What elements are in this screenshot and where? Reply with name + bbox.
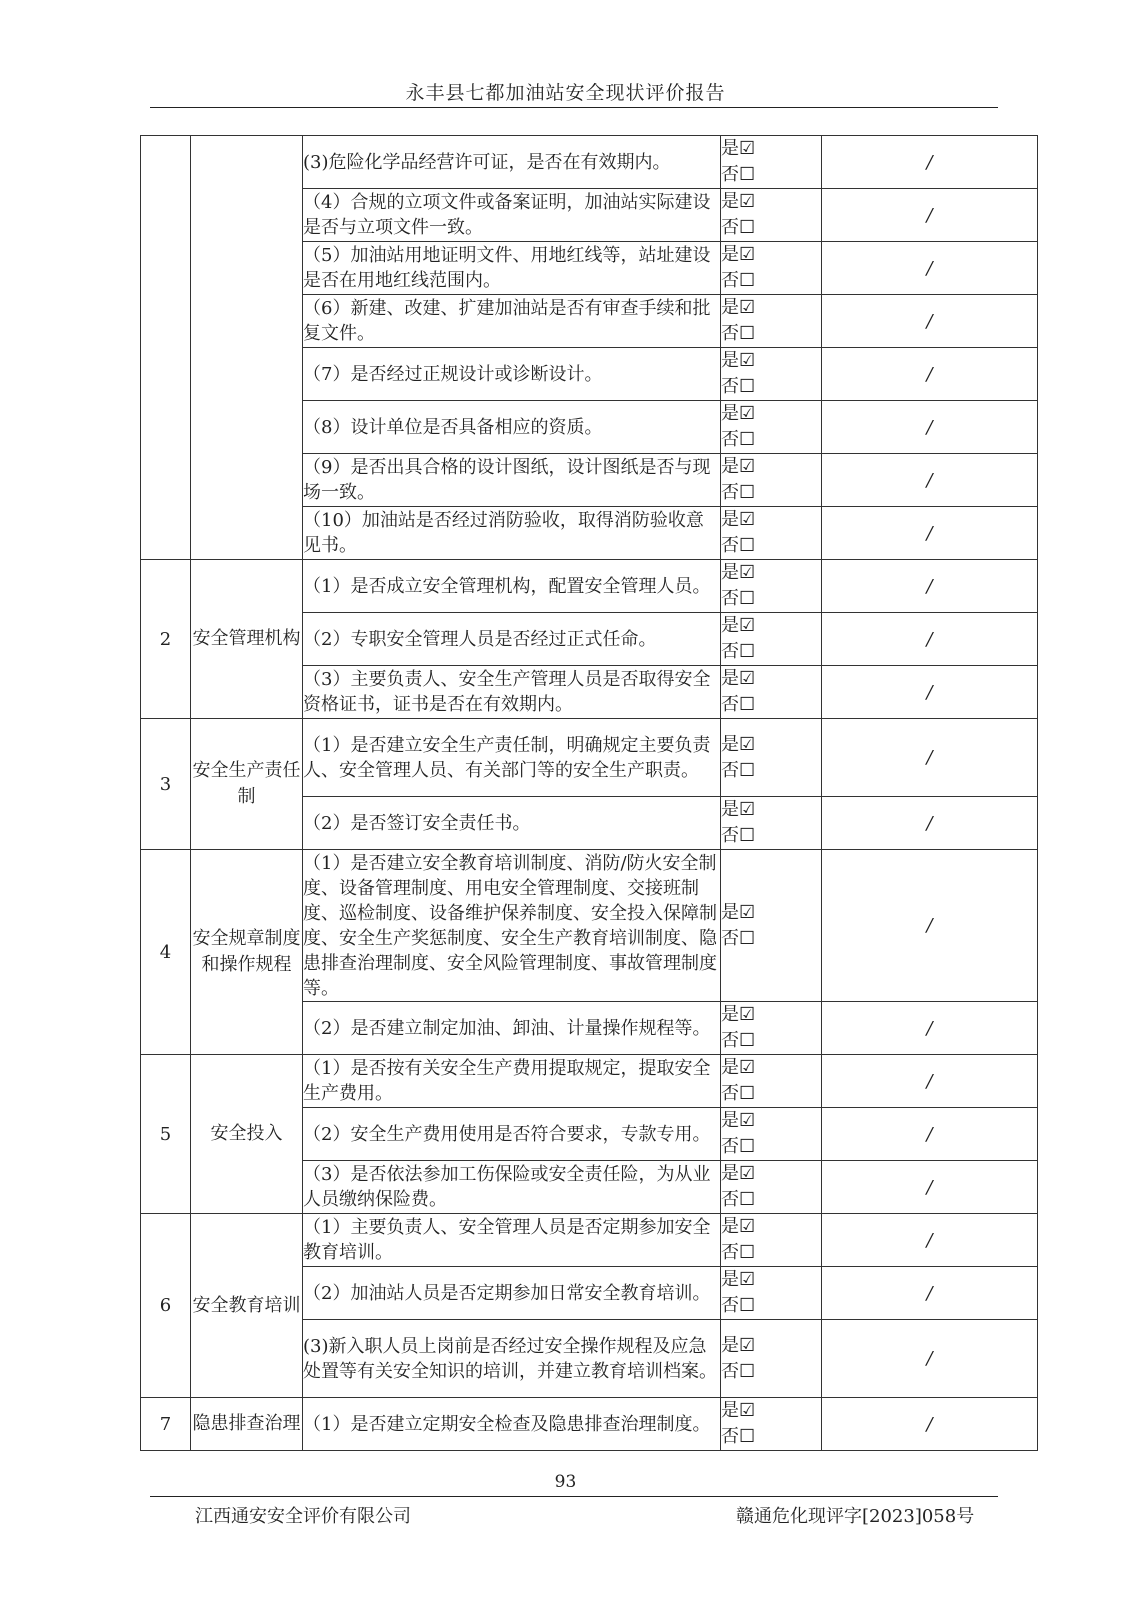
footer-company: 江西通安安全评价有限公司 [195,1506,411,1527]
yes-checked-box: 是☑ [721,1163,756,1184]
check-item-text: （7）是否经过正规设计或诊断设计。 [303,348,721,401]
check-result [721,850,822,1002]
yes-checked-box: 是☑ [721,1216,756,1237]
no-empty-box: 否☐ [721,1360,756,1382]
yes-checked-box: 是☑ [721,668,756,689]
check-item-text: （2）是否签订安全责任书。 [303,797,721,850]
table-row [141,719,1038,797]
check-item-text: （8）设计单位是否具备相应的资质。 [303,401,721,454]
remark-cell: / [822,1002,1038,1055]
check-result [721,1161,822,1214]
check-item-text: （5）加油站用地证明文件、用地红线等，站址建设是否在用地红线范围内。 [303,242,721,295]
remark-cell: / [822,507,1038,560]
check-item-text: （10）加油站是否经过消防验收，取得消防验收意见书。 [303,507,721,560]
page-number: 93 [554,1472,577,1492]
check-item-text: （9）是否出具合格的设计图纸，设计图纸是否与现场一致。 [303,454,721,507]
remark-cell: / [822,401,1038,454]
remark-cell: / [822,1108,1038,1161]
remark-cell: / [822,797,1038,850]
no-empty-box: 否☐ [721,535,756,556]
group-category: 隐患排查治理 [191,1398,303,1451]
check-item-text: （1）是否建立安全教育培训制度、消防/防火安全制度、设备管理制度、用电安全管理制度、交接班制度、巡检制度、设备维护保养制度、安全投入保障制度、安全生产奖惩制度、安全生产教育培训制度、隐患排查治理制度、安全风险管理制度、事故管理制度等。 [303,850,721,1002]
check-item-text: (3)危险化学品经营许可证，是否在有效期内。 [303,136,721,189]
check-result [721,719,822,797]
group-category: 安全生产责任制 [191,719,303,850]
group-category: 安全管理机构 [191,560,303,719]
group-number: 7 [141,1398,191,1451]
no-empty-box: 否☐ [721,270,756,291]
yes-checked-box: 是☑ [721,901,756,923]
no-empty-box: 否☐ [721,759,756,781]
yes-checked-box: 是☑ [721,562,756,583]
table-row [141,850,1038,1002]
yes-checked-box: 是☑ [721,350,756,371]
remark-cell: / [822,348,1038,401]
remark-cell: / [822,1055,1038,1108]
check-result [721,189,822,242]
check-result [721,1398,822,1451]
header-title: 永丰县七都加油站安全现状评价报告 [405,82,726,104]
no-empty-box: 否☐ [721,825,756,846]
no-empty-box: 否☐ [721,1030,756,1051]
no-empty-box: 否☐ [721,1242,756,1263]
yes-checked-box: 是☑ [721,456,756,477]
no-empty-box: 否☐ [721,694,756,715]
check-item-text: （1）是否按有关安全生产费用提取规定，提取安全生产费用。 [303,1055,721,1108]
yes-checked-box: 是☑ [721,1004,756,1025]
remark-cell: / [822,295,1038,348]
group-number: 6 [141,1214,191,1398]
check-result [721,1055,822,1108]
yes-checked-box: 是☑ [721,191,756,212]
no-empty-box: 否☐ [721,1295,756,1316]
no-empty-box: 否☐ [721,429,756,450]
check-item-text: (3)新入职人员上岗前是否经过安全操作规程及应急处置等有关安全知识的培训，并建立教育培训档案。 [303,1320,721,1398]
check-result [721,401,822,454]
yes-checked-box: 是☑ [721,1110,756,1131]
group-category: 安全投入 [191,1055,303,1214]
footer-report-number: 赣通危化现评字[2023]058号 [736,1506,975,1527]
group-number: 2 [141,560,191,719]
check-item-text: （1）是否建立定期安全检查及隐患排查治理制度。 [303,1398,721,1451]
check-result [721,1320,822,1398]
check-item-text: （4）合规的立项文件或备案证明，加油站实际建设是否与立项文件一致。 [303,189,721,242]
check-result [721,507,822,560]
footer-rule [150,1496,998,1497]
yes-checked-box: 是☑ [721,138,756,159]
remark-cell: / [822,454,1038,507]
remark-cell: / [822,1320,1038,1398]
remark-cell: / [822,1267,1038,1320]
remark-cell: / [822,1214,1038,1267]
group-category: 安全教育培训 [191,1214,303,1398]
check-result [721,1214,822,1267]
no-empty-box: 否☐ [721,641,756,662]
remark-cell: / [822,850,1038,1002]
remark-cell: / [822,719,1038,797]
group-category: 安全规章制度和操作规程 [191,850,303,1055]
no-empty-box: 否☐ [721,164,756,185]
checklist-table [140,135,1038,1451]
check-result [721,136,822,189]
yes-checked-box: 是☑ [721,509,756,530]
no-empty-box: 否☐ [721,376,756,397]
no-empty-box: 否☐ [721,927,756,949]
table-row [141,1055,1038,1108]
remark-cell: / [822,1398,1038,1451]
group-number [141,136,191,560]
yes-checked-box: 是☑ [721,799,756,820]
table-row [141,560,1038,613]
check-result [721,348,822,401]
check-item-text: （2）安全生产费用使用是否符合要求，专款专用。 [303,1108,721,1161]
no-empty-box: 否☐ [721,323,756,344]
check-result [721,295,822,348]
check-result [721,454,822,507]
check-result [721,1002,822,1055]
yes-checked-box: 是☑ [721,1057,756,1078]
check-result [721,797,822,850]
check-item-text: （6）新建、改建、扩建加油站是否有审查手续和批复文件。 [303,295,721,348]
yes-checked-box: 是☑ [721,1269,756,1290]
check-item-text: （2）加油站人员是否定期参加日常安全教育培训。 [303,1267,721,1320]
check-result [721,666,822,719]
table-row [141,136,1038,189]
no-empty-box: 否☐ [721,482,756,503]
check-result [721,1108,822,1161]
yes-checked-box: 是☑ [721,1334,756,1356]
yes-checked-box: 是☑ [721,1400,756,1421]
no-empty-box: 否☐ [721,588,756,609]
group-category [191,136,303,560]
check-result [721,242,822,295]
no-empty-box: 否☐ [721,1136,756,1157]
check-result [721,1267,822,1320]
table-row [141,1214,1038,1267]
remark-cell: / [822,1161,1038,1214]
remark-cell: / [822,666,1038,719]
check-item-text: （3）是否依法参加工伤保险或安全责任险，为从业人员缴纳保险费。 [303,1161,721,1214]
check-result [721,613,822,666]
no-empty-box: 否☐ [721,1426,756,1447]
check-item-text: （3）主要负责人、安全生产管理人员是否取得安全资格证书，证书是否在有效期内。 [303,666,721,719]
no-empty-box: 否☐ [721,217,756,238]
check-result [721,560,822,613]
check-item-text: （1）是否成立安全管理机构，配置安全管理人员。 [303,560,721,613]
yes-checked-box: 是☑ [721,403,756,424]
checklist-body [141,136,1038,1451]
remark-cell: / [822,613,1038,666]
check-item-text: （2）是否建立制定加油、卸油、计量操作规程等。 [303,1002,721,1055]
remark-cell: / [822,189,1038,242]
yes-checked-box: 是☑ [721,297,756,318]
group-number: 4 [141,850,191,1055]
header-rule [150,107,998,108]
check-item-text: （2）专职安全管理人员是否经过正式任命。 [303,613,721,666]
remark-cell: / [822,560,1038,613]
check-item-text: （1）主要负责人、安全管理人员是否定期参加安全教育培训。 [303,1214,721,1267]
yes-checked-box: 是☑ [721,733,756,755]
no-empty-box: 否☐ [721,1083,756,1104]
check-item-text: （1）是否建立安全生产责任制，明确规定主要负责人、安全管理人员、有关部门等的安全生产职责。 [303,719,721,797]
group-number: 3 [141,719,191,850]
yes-checked-box: 是☑ [721,615,756,636]
remark-cell: / [822,136,1038,189]
table-row [141,1398,1038,1451]
group-number: 5 [141,1055,191,1214]
no-empty-box: 否☐ [721,1189,756,1210]
remark-cell: / [822,242,1038,295]
yes-checked-box: 是☑ [721,244,756,265]
